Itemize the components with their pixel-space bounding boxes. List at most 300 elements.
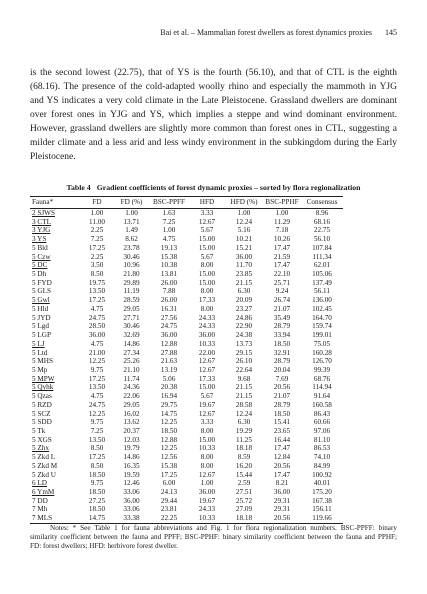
fauna-cell: 5 MPW (32, 374, 55, 383)
value-cell: 13.50 (88, 287, 106, 296)
value-cell: 8.00 (200, 304, 214, 313)
value-cell: 24.33 (198, 505, 216, 514)
value-cell: 18.50 (273, 339, 291, 348)
value-cell: 20.04 (273, 365, 291, 374)
value-cell: 7.88 (162, 287, 176, 296)
table-row (30, 253, 343, 262)
value-cell: 2.25 (90, 252, 104, 261)
table-row (30, 340, 343, 349)
value-cell: 15.41 (273, 418, 291, 427)
value-cell: 1.49 (125, 226, 138, 235)
value-cell: 30.46 (123, 252, 140, 261)
value-cell: 18.50 (88, 505, 106, 514)
value-cell: 14.86 (123, 453, 140, 462)
value-cell: 4.75 (90, 339, 104, 348)
value-cell: 27.25 (88, 496, 106, 505)
value-cell: 13.50 (88, 383, 106, 392)
value-cell: 9.75 (90, 365, 104, 374)
table-header-row (30, 197, 343, 209)
value-cell: 12.88 (160, 339, 178, 348)
value-cell: 24.13 (160, 488, 178, 496)
value-cell: 28.79 (273, 357, 291, 366)
value-cell: 13.19 (160, 365, 178, 374)
table-row (30, 296, 343, 305)
value-cell: 13.71 (123, 217, 140, 226)
value-cell: 114.94 (312, 383, 332, 392)
value-cell: 7.69 (275, 374, 289, 383)
table-row (30, 392, 343, 401)
value-cell: 11.00 (89, 217, 105, 226)
value-cell: 12.67 (198, 217, 216, 226)
value-cell: 8.96 (315, 209, 329, 217)
column-header: HFD (189, 197, 225, 209)
value-cell: 24.38 (235, 331, 253, 340)
value-cell: 107.84 (312, 243, 332, 252)
table-caption-label: Table 4 (66, 183, 91, 192)
fauna-cell: 5 FYD (32, 278, 52, 287)
value-cell: 28.59 (123, 296, 140, 305)
table-row (30, 279, 343, 288)
value-cell: 21.15 (235, 278, 253, 287)
fauna-cell: 5 Zkd L (32, 453, 56, 462)
value-cell: 8.21 (275, 479, 289, 488)
fauna-cell: 5 RZD (32, 400, 52, 409)
value-cell: 22.64 (235, 365, 253, 374)
value-cell: 12.25 (160, 418, 178, 427)
value-cell: 17.25 (88, 243, 106, 252)
table-row (30, 322, 343, 331)
value-cell: 12.24 (235, 217, 253, 226)
value-cell: 111.34 (312, 252, 332, 261)
value-cell: 18.50 (88, 488, 106, 496)
column-header: Consensus (301, 197, 343, 209)
fauna-cell: 5 GLS (32, 287, 51, 296)
value-cell: 14.75 (160, 409, 178, 418)
value-cell: 21.59 (273, 252, 291, 261)
table-row (30, 427, 343, 436)
value-cell: 14.86 (123, 339, 140, 348)
table-row (30, 235, 343, 244)
value-cell: 36.00 (88, 331, 106, 340)
value-cell: 32.91 (273, 348, 291, 357)
value-cell: 35.49 (273, 313, 291, 322)
running-head-title: Bai et al. – Mammalian forest dwellers as forest dynamics proxies (160, 28, 372, 37)
value-cell: 6.30 (237, 418, 251, 427)
value-cell: 16.44 (273, 435, 291, 444)
value-cell: 18.18 (225, 514, 263, 523)
value-cell: 22.00 (198, 348, 216, 357)
value-cell: 17.47 (273, 444, 291, 453)
value-cell: 19.79 (123, 444, 140, 453)
column-header: Fauna* (30, 197, 80, 209)
value-cell: 36.00 (160, 331, 178, 340)
value-cell: 17.25 (88, 296, 106, 305)
value-cell: 5.67 (200, 226, 214, 235)
value-cell: 18.50 (160, 426, 178, 435)
value-cell: 17.33 (198, 296, 216, 305)
value-cell: 16.35 (123, 461, 140, 470)
value-cell: 1.00 (237, 209, 251, 217)
value-cell: 24.75 (160, 322, 178, 331)
table-row (30, 331, 343, 340)
value-cell: 17.47 (273, 243, 291, 252)
value-cell: 17.25 (88, 374, 106, 383)
value-cell: 91.64 (313, 392, 331, 401)
body-text-line: is the second lowest (22.75), that of YS is the fourth (56.10), and that of CTL is the eighth (30, 68, 397, 78)
value-cell: 4.75 (162, 235, 176, 244)
body-paragraph (30, 66, 397, 164)
value-cell: 15.00 (198, 435, 216, 444)
value-cell: 29.75 (160, 400, 178, 409)
value-cell: 68.16 (313, 217, 331, 226)
value-cell: 15.21 (235, 243, 253, 252)
fauna-cell: 7 Mh (32, 505, 48, 514)
value-cell: 12.24 (235, 409, 253, 418)
fauna-cell: 6 LD (32, 479, 47, 488)
value-cell: 10.26 (273, 235, 291, 244)
table-row (30, 462, 343, 471)
value-cell: 25.72 (235, 496, 253, 505)
value-cell: 15.00 (198, 235, 216, 244)
value-cell: 29.31 (273, 505, 291, 514)
value-cell: 15.00 (198, 278, 216, 287)
value-cell: 7.25 (162, 217, 176, 226)
fauna-cell: 5 MHS (32, 357, 53, 366)
table-row (30, 366, 343, 375)
value-cell: 12.67 (198, 470, 216, 479)
fauna-cell: 2 SJWS (32, 209, 55, 217)
value-cell: 12.46 (123, 479, 140, 488)
value-cell: 19.59 (123, 470, 140, 479)
table-row (30, 514, 343, 523)
value-cell: 20.56 (273, 383, 291, 392)
value-cell: 19.75 (88, 278, 106, 287)
value-cell: 25.71 (273, 278, 291, 287)
value-cell: 3.33 (200, 418, 214, 427)
value-cell: 21.10 (123, 365, 140, 374)
value-cell: 13.73 (235, 339, 253, 348)
value-cell: 29.44 (160, 496, 178, 505)
value-cell: 22.90 (235, 322, 253, 331)
body-text-line: over forest ones in YJG and YS, which implies a steppe and wind dominant environment. (30, 110, 397, 120)
table-row (30, 375, 343, 384)
value-cell: 105.06 (312, 270, 332, 279)
table-row (30, 505, 343, 514)
value-cell: 29.89 (123, 278, 140, 287)
value-cell: 21.15 (235, 392, 253, 401)
fauna-cell: 7 MLS (30, 514, 80, 523)
table-body (30, 209, 343, 524)
value-cell: 156.11 (312, 505, 332, 514)
value-cell: 160.58 (312, 400, 332, 409)
value-cell: 199.01 (312, 331, 332, 340)
value-cell: 8.00 (200, 461, 214, 470)
value-cell: 1.00 (90, 209, 104, 217)
value-cell: 60.66 (313, 418, 331, 427)
value-cell: 30.46 (123, 322, 140, 331)
value-cell: 56.10 (313, 235, 331, 244)
value-cell: 13.62 (123, 418, 140, 427)
value-cell: 20.09 (235, 296, 253, 305)
value-cell: 27.71 (123, 313, 140, 322)
value-cell: 29.15 (235, 348, 253, 357)
value-cell: 25.26 (123, 357, 140, 366)
fauna-cell: 5 Ltd (32, 348, 48, 357)
value-cell: 16.02 (123, 409, 140, 418)
value-cell: 21.63 (160, 357, 178, 366)
value-cell: 18.50 (88, 470, 106, 479)
fauna-cell: 5 Czw (32, 252, 51, 261)
fauna-cell: 5 LGP (32, 331, 51, 340)
table-row (30, 270, 343, 279)
value-cell: 8.50 (90, 444, 104, 453)
value-cell: 3.50 (90, 261, 104, 270)
value-cell: 12.67 (198, 357, 216, 366)
fauna-cell: 5 Qyhk (32, 383, 54, 392)
value-cell: 36.00 (123, 496, 140, 505)
value-cell: 9.24 (275, 287, 289, 296)
table-row (30, 218, 343, 227)
body-text-line: However, grassland dwellers are slightly more common than forest ones in CTL, suggesting a (30, 124, 397, 134)
value-cell: 8.00 (200, 426, 214, 435)
value-cell: 20.38 (160, 383, 178, 392)
table-row (30, 314, 343, 323)
value-cell: 28.50 (88, 322, 106, 331)
fauna-cell: 5 XGS (32, 435, 52, 444)
value-cell: 17.33 (198, 374, 216, 383)
value-cell: 81.10 (313, 435, 331, 444)
value-cell: 14.75 (80, 514, 114, 523)
fauna-cell: 5 SCZ (32, 409, 51, 418)
fauna-cell: 5 Dh (32, 270, 47, 279)
value-cell: 33.94 (273, 331, 291, 340)
value-cell: 160.28 (312, 348, 332, 357)
value-cell: 33.38 (114, 514, 149, 523)
fauna-cell: 3 CTL (32, 217, 51, 226)
value-cell: 23.85 (235, 270, 253, 279)
gradient-coefficients-table (30, 196, 343, 524)
page-number: 145 (385, 28, 397, 37)
value-cell: 11.19 (123, 287, 140, 296)
value-cell: 36.00 (198, 331, 216, 340)
value-cell: 1.00 (162, 226, 176, 235)
fauna-cell: 5 Zhx (32, 444, 49, 453)
value-cell: 74.10 (313, 453, 331, 462)
value-cell: 17.25 (88, 453, 106, 462)
value-cell: 12.67 (198, 409, 216, 418)
value-cell: 12.84 (273, 453, 291, 462)
value-cell: 28.58 (235, 400, 253, 409)
value-cell: 100.92 (312, 470, 332, 479)
fauna-cell: 5 SDD (32, 418, 52, 427)
value-cell: 20.56 (273, 461, 291, 470)
value-cell: 2.25 (90, 226, 104, 235)
value-cell: 8.00 (200, 453, 214, 462)
value-cell: 159.74 (312, 322, 332, 331)
table-row (30, 479, 343, 488)
value-cell: 8.00 (200, 287, 214, 296)
value-cell: 12.67 (198, 365, 216, 374)
value-cell: 1.00 (125, 209, 138, 217)
value-cell: 24.75 (88, 313, 106, 322)
value-cell: 11.74 (123, 374, 140, 383)
value-cell: 10.33 (198, 339, 216, 348)
value-cell: 15.00 (198, 383, 216, 392)
body-text-line: Pleistocene. (30, 152, 76, 162)
value-cell: 9.68 (237, 374, 251, 383)
value-cell: 102.45 (312, 304, 332, 313)
value-cell: 15.44 (235, 470, 253, 479)
value-cell: 11.29 (274, 217, 290, 226)
column-header: HFD (%) (225, 197, 263, 209)
value-cell: 7.25 (90, 426, 104, 435)
value-cell: 15.38 (160, 252, 178, 261)
value-cell: 26.10 (235, 357, 253, 366)
value-cell: 24.33 (198, 313, 216, 322)
fauna-cell: 5 Lgd (32, 322, 49, 331)
value-cell: 13.81 (160, 270, 178, 279)
value-cell: 10.21 (235, 235, 253, 244)
value-cell: 16.94 (160, 392, 178, 401)
value-cell: 19.67 (198, 400, 216, 409)
value-cell: 24.86 (235, 313, 253, 322)
value-cell: 23.81 (160, 505, 178, 514)
value-cell: 7.18 (275, 226, 289, 235)
fauna-cell: 5 Gwl (32, 296, 50, 305)
fauna-cell: 5 Zkd M (32, 461, 58, 470)
value-cell: 21.07 (273, 392, 291, 401)
value-cell: 9.75 (90, 479, 104, 488)
value-cell: 126.70 (312, 357, 332, 366)
fauna-cell: 5 Qzas (32, 392, 52, 401)
value-cell: 18.18 (235, 444, 253, 453)
fauna-cell: 5 Zkd U (32, 470, 56, 479)
value-cell: 19.67 (198, 496, 216, 505)
value-cell: 7.25 (90, 235, 104, 244)
value-cell: 22.10 (273, 270, 291, 279)
fauna-cell: 5 DC (32, 261, 48, 270)
value-cell: 10.33 (189, 514, 225, 523)
value-cell: 5.16 (237, 226, 251, 235)
value-cell: 15.00 (198, 270, 216, 279)
value-cell: 10.96 (123, 261, 140, 270)
table-caption (0, 183, 427, 193)
value-cell: 12.25 (88, 357, 106, 366)
value-cell: 5.67 (200, 252, 214, 261)
value-cell: 29.31 (273, 496, 291, 505)
value-cell: 1.00 (275, 209, 289, 217)
table-row (30, 287, 343, 296)
value-cell: 11.70 (236, 261, 252, 270)
value-cell: 27.51 (235, 488, 253, 496)
value-cell: 33.06 (123, 505, 140, 514)
table-row (30, 383, 343, 392)
value-cell: 68.76 (313, 374, 331, 383)
value-cell: 1.00 (200, 479, 214, 488)
value-cell: 16.20 (235, 461, 253, 470)
value-cell: 20.37 (123, 426, 140, 435)
table-row (30, 410, 343, 419)
value-cell: 18.50 (273, 409, 291, 418)
value-cell: 22.06 (123, 392, 140, 401)
table-row (30, 244, 343, 253)
value-cell: 12.25 (160, 444, 178, 453)
value-cell: 36.00 (198, 488, 216, 496)
value-cell: 137.49 (312, 278, 332, 287)
value-cell: 28.79 (273, 400, 291, 409)
fauna-cell: 5 JYD (32, 313, 51, 322)
fauna-cell: 5 Bld (32, 243, 48, 252)
body-text-line: (68.16). The presence of the cold-adapted woolly rhino and especially the mammoth in YJG (30, 82, 397, 92)
table-row (30, 444, 343, 453)
table-row (30, 497, 343, 506)
column-header: BSC-PPHF (263, 197, 301, 209)
value-cell: 75.05 (313, 339, 331, 348)
value-cell: 23.65 (273, 426, 291, 435)
value-cell: 40.01 (313, 479, 331, 488)
value-cell: 62.01 (313, 261, 331, 270)
table-notes-line: similarity coefficient between the fauna and PPFF; BSC-PPHF: binary similarity coefficient between the fauna and PPHF; (30, 533, 397, 541)
table-notes (30, 524, 397, 551)
value-cell: 20.56 (263, 514, 301, 523)
value-cell: 12.88 (160, 435, 178, 444)
value-cell: 11.25 (236, 435, 252, 444)
table-row (30, 488, 343, 497)
value-cell: 99.39 (313, 365, 331, 374)
value-cell: 97.06 (313, 426, 331, 435)
table-row (30, 471, 343, 480)
value-cell: 22.75 (313, 226, 331, 235)
value-cell: 36.00 (273, 488, 291, 496)
fauna-cell: 6 YmM (32, 488, 55, 496)
table-row (30, 209, 343, 218)
value-cell: 167.38 (312, 496, 332, 505)
fauna-cell: 3 YS (32, 235, 47, 244)
fauna-cell: 5 Tk (32, 426, 46, 435)
value-cell: 5.06 (162, 374, 176, 383)
value-cell: 27.09 (235, 505, 253, 514)
value-cell: 16.31 (160, 304, 178, 313)
value-cell: 10.33 (198, 444, 216, 453)
table-notes-line: FD: forest dwellers; HFD: herbivore forest dweller. (30, 542, 178, 550)
value-cell: 12.03 (123, 435, 140, 444)
value-cell: 32.69 (123, 331, 140, 340)
table-caption-text: Gradient coefficients of forest dynamic proxies – sorted by flora regionalization (96, 183, 361, 192)
value-cell: 23.78 (123, 243, 140, 252)
value-cell: 8.50 (90, 270, 104, 279)
value-cell: 9.75 (90, 418, 104, 427)
table-row (30, 357, 343, 366)
value-cell: 6.30 (237, 287, 251, 296)
value-cell: 28.79 (273, 322, 291, 331)
value-cell: 56.11 (314, 287, 330, 296)
table-notes-line: Notes: * See Table 1 for fauna abbreviations and Fig. 1 for flora regionalization numbers. BSC-PPFF: binary (50, 524, 397, 532)
fauna-cell: 5 Hld (32, 304, 49, 313)
value-cell: 21.80 (123, 270, 140, 279)
value-cell: 12.56 (160, 453, 178, 462)
value-cell: 24.36 (123, 383, 140, 392)
value-cell: 33.06 (123, 488, 140, 496)
value-cell: 119.66 (301, 514, 343, 523)
column-header: BSC-PPFF (149, 197, 189, 209)
value-cell: 21.07 (273, 304, 291, 313)
value-cell: 86.53 (313, 444, 331, 453)
value-cell: 175.20 (312, 488, 332, 496)
value-cell: 5.67 (200, 392, 214, 401)
value-cell: 26.74 (273, 296, 291, 305)
value-cell: 17.25 (160, 470, 178, 479)
value-cell: 27.88 (160, 348, 178, 357)
